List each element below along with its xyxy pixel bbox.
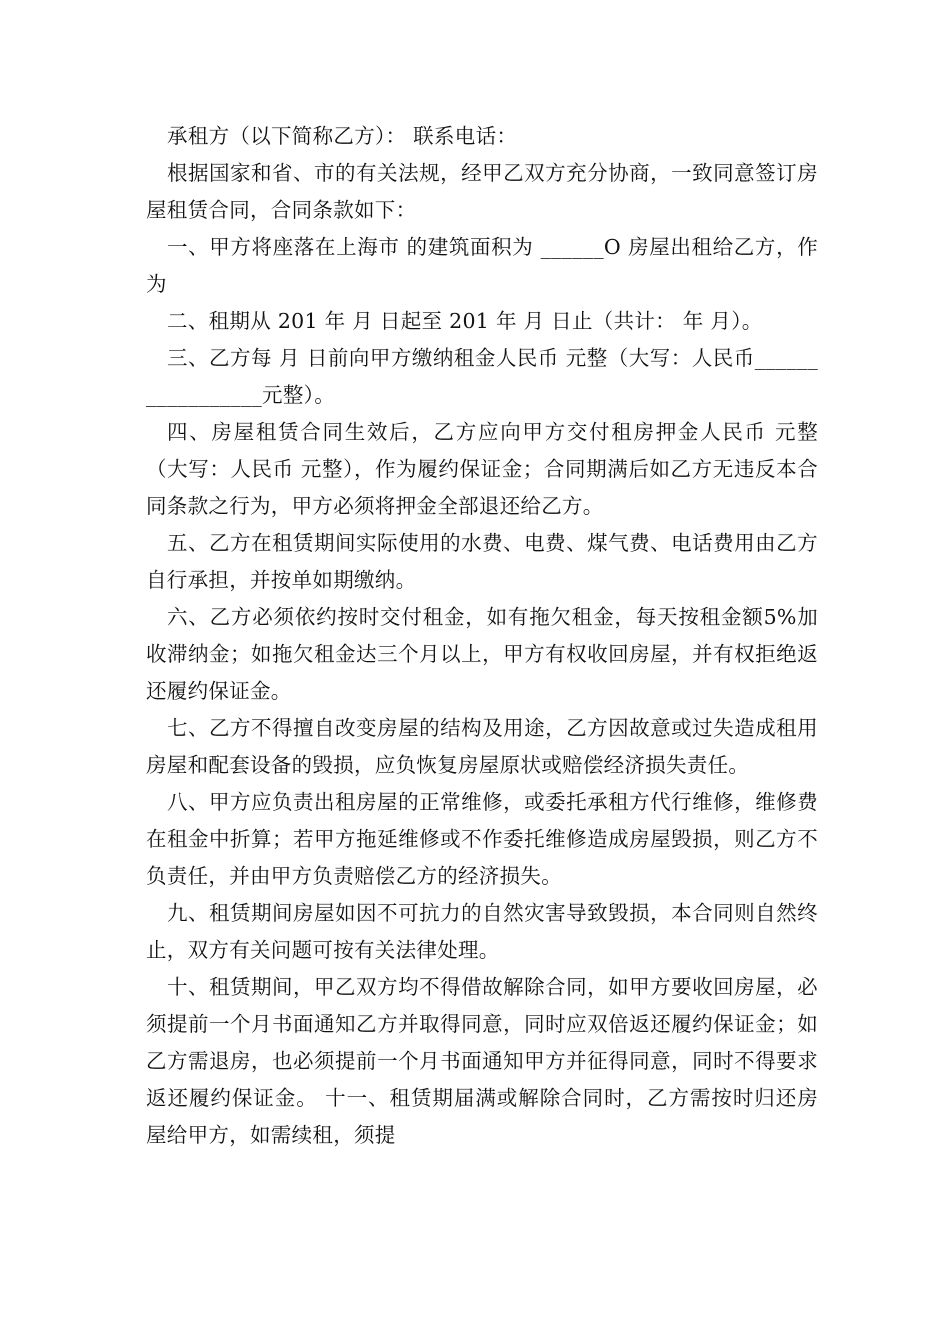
- paragraph-clause-2: 二、租期从 201 年 月 日起至 201 年 月 日止（共计： 年 月）。: [167, 309, 763, 333]
- paragraph-clause-7: 七、乙方不得擅自改变房屋的结构及用途，乙方因故意或过失造成租用房屋和配套设备的毁损，应负恢复房屋原状或赔偿经济损失责任。: [146, 716, 818, 777]
- document-page: [146, 118, 818, 1154]
- paragraph-preamble: 根据国家和省、市的有关法规，经甲乙双方充分协商，一致同意签订房屋租赁合同，合同条款如下：: [146, 161, 818, 222]
- paragraph-clause-10: 十、租赁期间，甲乙双方均不得借故解除合同，如甲方要收回房屋，必须提前一个月书面通知乙方并取得同意，同时应双倍返还履约保证金；如乙方需退房，也必须提前一个月书面通知甲方并征得同意，同时不得要求返还履约保证金。 十一、租赁期届满或解除合同时，乙方需按时归还房屋给甲方，如需续租，须提: [146, 975, 818, 1147]
- paragraph-lessee: 承租方（以下简称乙方）： 联系电话：: [167, 124, 518, 148]
- paragraph-clause-8: 八、甲方应负责出租房屋的正常维修，或委托承租方代行维修，维修费在租金中折算；若甲方拖延维修或不作委托维修造成房屋毁损，则乙方不负责任，并由甲方负责赔偿乙方的经济损失。: [146, 790, 818, 888]
- paragraph-clause-1: 一、甲方将座落在上海市 的建筑面积为 ______O 房屋出租给乙方，作为: [146, 235, 818, 296]
- paragraph-clause-9: 九、租赁期间房屋如因不可抗力的自然灾害导致毁损，本合同则自然终止，双方有关问题可按有关法律处理。: [146, 901, 818, 962]
- paragraph-clause-6: 六、乙方必须依约按时交付租金，如有拖欠租金，每天按租金额5%加收滞纳金；如拖欠租金达三个月以上，甲方有权收回房屋，并有权拒绝返还履约保证金。: [146, 605, 818, 703]
- paragraph-clause-4: 四、房屋租赁合同生效后，乙方应向甲方交付租房押金人民币 元整（大写：人民币 元整），作为履约保证金；合同期满后如乙方无违反本合同条款之行为，甲方必须将押金全部退还给乙方。: [146, 420, 818, 518]
- paragraph-clause-5: 五、乙方在租赁期间实际使用的水费、电费、煤气费、电话费用由乙方自行承担，并按单如期缴纳。: [146, 531, 818, 592]
- paragraph-clause-3: 三、乙方每 月 日前向甲方缴纳租金人民币 元整（大写：人民币_________________元整）。: [146, 346, 818, 407]
